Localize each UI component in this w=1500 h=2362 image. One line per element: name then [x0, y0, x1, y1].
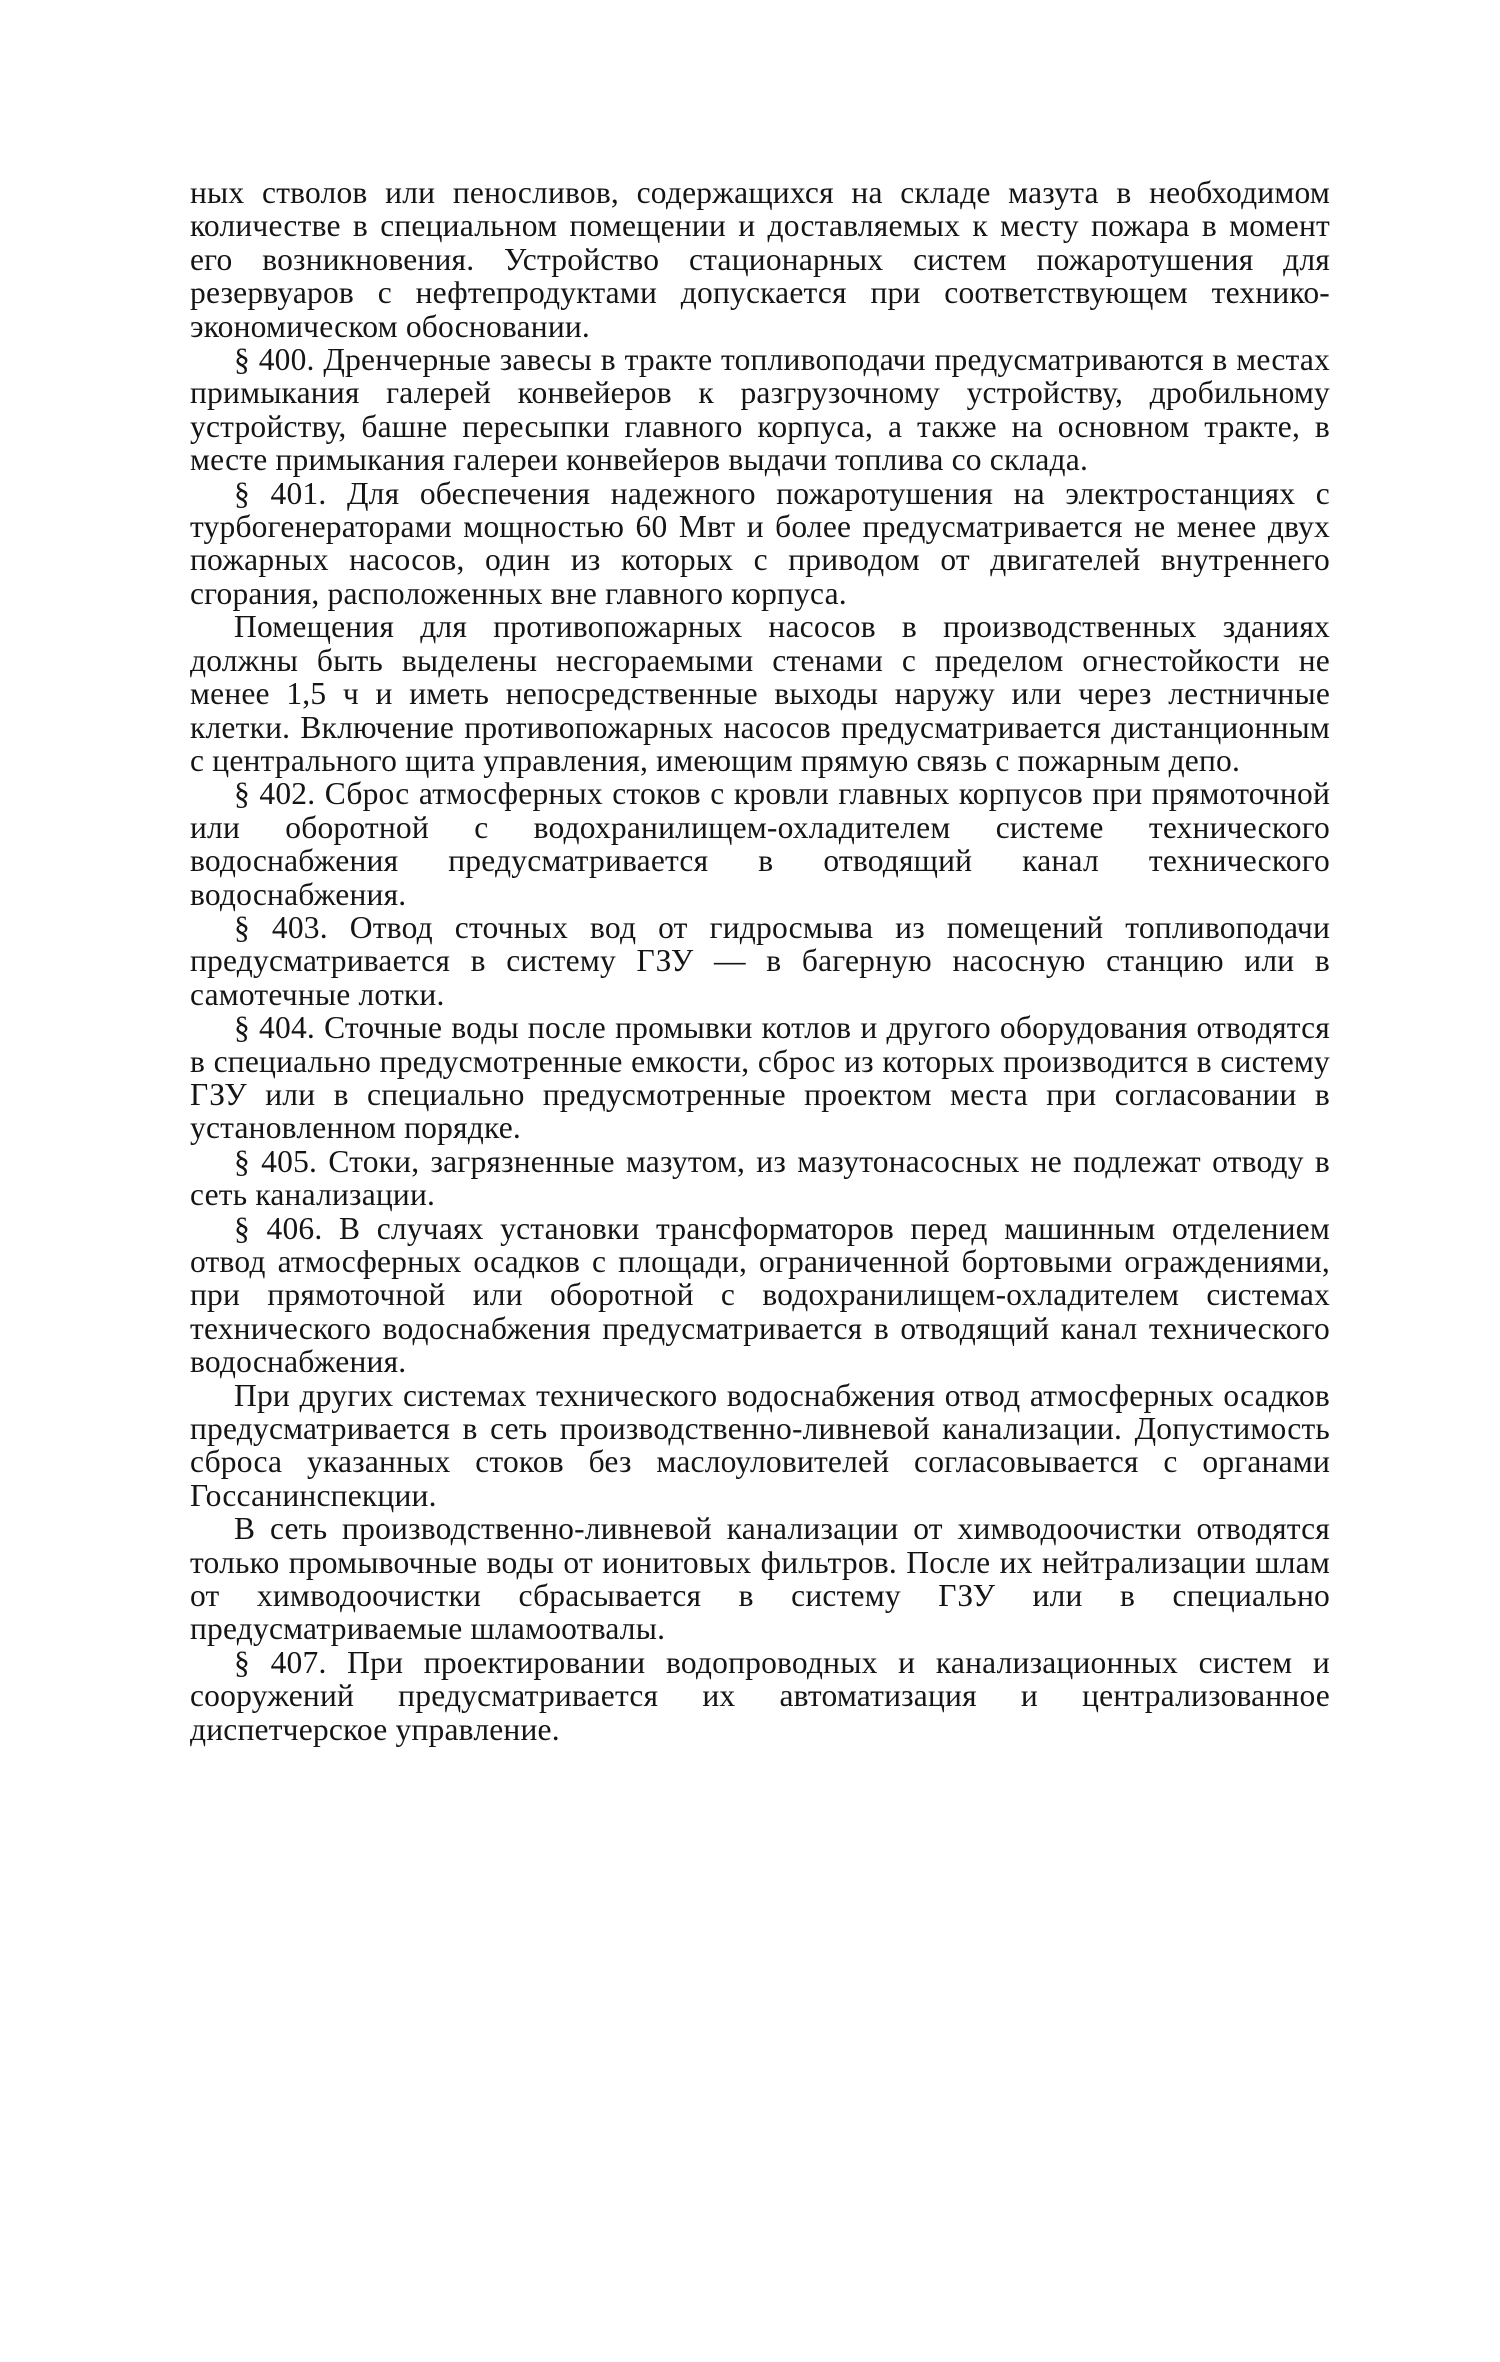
paragraph-chemical-treatment: В сеть производственно-ливневой канализации от химводоочистки отводятся только промывочные воды от ионитовых фильтров. После их нейтрализации шлам от химводоочистки сбрасывается в систему ГЗУ или в специально предусматриваемые шламоотвалы. — [190, 1511, 1330, 1647]
document-page — [190, 176, 1330, 1746]
paragraph-405: § 405. Стоки, загрязненные мазутом, из мазутонасосных не подлежат отводу в сеть канализации. — [190, 1143, 1330, 1213]
paragraph-404: § 404. Сточные воды после промывки котлов и другого оборудования отводятся в специально предусмотренные емкости, сброс из которых производится в систему ГЗУ или в специально предусмотренные проектом места при согласовании в установленном порядке. — [190, 1010, 1330, 1146]
paragraph-pump-rooms: Помещения для противопожарных насосов в производственных зданиях должны быть выделены несгораемыми стенами с пределом огнестойкости не менее 1,5 ч и иметь непосредственные выходы наружу или через лестничные клетки. Включение противопожарных насосов предусматривается дистанционным с центрального щита управления, имеющим прямую связь с пожарным депо. — [190, 609, 1330, 778]
paragraph-402: § 402. Сброс атмосферных стоков с кровли главных корпусов при прямоточной или оборотной с водохранилищем-охладителем системе технического водоснабжения предусматривается в отводящий канал технического водоснабжения. — [190, 776, 1330, 912]
paragraph-407: § 407. При проектировании водопроводных и канализационных систем и сооружений предусматривается их автоматизация и централизованное диспетчерское управление. — [190, 1644, 1330, 1747]
paragraph-401: § 401. Для обеспечения надежного пожаротушения на электростанциях с турбогенераторами мощностью 60 Мвт и более предусматривается не менее двух пожарных насосов, один из которых с приводом от двигателей внутреннего сгорания, расположенных вне главного корпуса. — [190, 475, 1330, 611]
paragraph-other-systems: При других системах технического водоснабжения отвод атмосферных осадков предусматривается в сеть производственно-ливневой канализации. Допустимость сброса указанных стоков без маслоуловителей согласовывается с органами Госсанинспекции. — [190, 1377, 1330, 1513]
paragraph-406: § 406. В случаях установки трансформаторов перед машинным отделением отвод атмосферных осадков с площади, ограниченной бортовыми ограждениями, при прямоточной или оборотной с водохранилищем-охладителем системах технического водоснабжения предусматривается в отводящий канал технического водоснабжения. — [190, 1210, 1330, 1380]
paragraph-continuation: ных стволов или пеносливов, содержащихся на складе мазута в необходимом количестве в специальном помещении и доставляемых к месту пожара в момент его возникновения. Устройство стационарных систем пожаротушения для резервуаров с нефтепродуктами допускается при соответствующем технико-экономическом обосновании. — [190, 175, 1330, 344]
paragraph-400: § 400. Дренчерные завесы в тракте топливоподачи предусматриваются в местах примыкания галерей конвейеров к разгрузочному устройству, дробильному устройству, башне пересыпки главного корпуса, а также на основном тракте, в месте примыкания галереи конвейеров выдачи топлива со склада. — [190, 342, 1330, 478]
paragraph-403: § 403. Отвод сточных вод от гидросмыва из помещений топливоподачи предусматривается в систему ГЗУ — в багерную насосную станцию или в самотечные лотки. — [190, 909, 1330, 1012]
